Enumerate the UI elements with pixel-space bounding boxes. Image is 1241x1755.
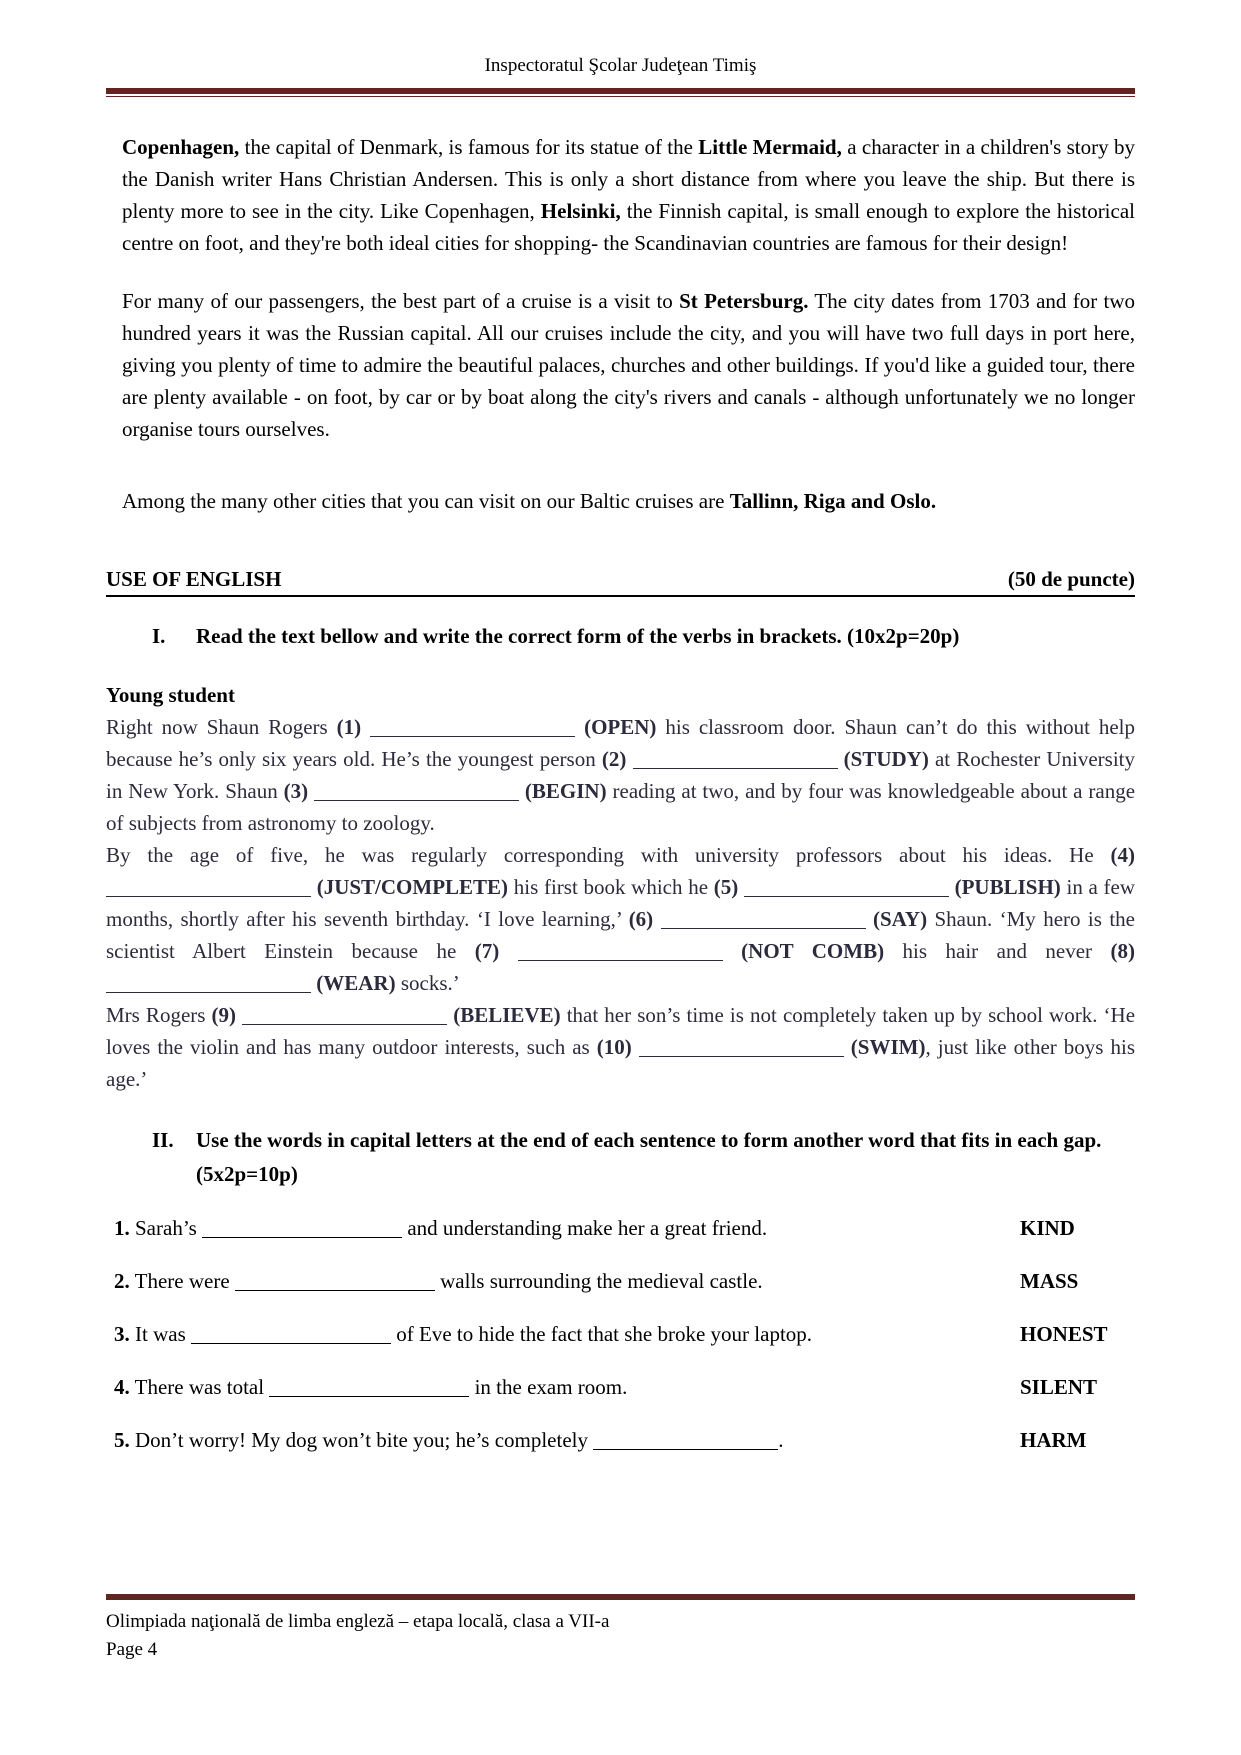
bold-text-run: (STUDY): [843, 747, 929, 771]
task1-heading: [106, 619, 1135, 653]
reading-paragraph-2: [122, 285, 1135, 445]
reading-passage: [106, 131, 1135, 517]
bold-text-run: Tallinn, Riga and Oslo.: [729, 489, 937, 513]
text-run: his classroom door. Shaun can’t do this without help because he’s only six years old. He’s the youngest person: [106, 715, 1136, 771]
answer-blank: [106, 882, 311, 897]
text-run: By the age of five, he was regularly corresponding with university professors about his ideas. He: [106, 843, 1111, 867]
text-run: Among the many other cities that you can visit on our Baltic cruises are: [122, 489, 730, 513]
text-run: at Rochester University in New York. Shaun: [106, 747, 1136, 803]
bold-text-run: Copenhagen,: [122, 135, 240, 159]
bold-text-run: Little Mermaid,: [698, 135, 842, 159]
text-run: and understanding make her a great friend.: [402, 1216, 768, 1240]
bold-text-run: (OPEN): [584, 715, 657, 739]
text-run: [653, 907, 660, 931]
section-heading-row: [106, 567, 1135, 597]
task1-paragraph-3: [106, 999, 1135, 1095]
answer-blank: [744, 882, 949, 897]
task2-item-5-sentence: [114, 1425, 1020, 1456]
text-run: [844, 1035, 851, 1059]
header-rule-thin: [106, 96, 1135, 97]
text-run: socks.’: [395, 971, 460, 995]
section-points: (50 de puncte): [1007, 567, 1135, 591]
text-run: his first book which he: [508, 875, 714, 899]
text-run: walls surrounding the medieval castle.: [434, 1269, 763, 1293]
header-rule-thick: [106, 88, 1135, 94]
bold-text-run: (2): [601, 747, 627, 771]
task2-items: [106, 1213, 1135, 1456]
bold-text-run: (9): [211, 1003, 237, 1027]
task1-paragraph-2: [106, 839, 1135, 999]
task1-passage: [106, 711, 1135, 1095]
text-run: [499, 939, 517, 963]
answer-blank: [242, 1010, 447, 1025]
task2-item-2-sentence: [114, 1266, 1020, 1297]
footer-document-title: Olimpiada naţională de limba engleză – etapa locală, clasa a VII-a: [106, 1611, 610, 1632]
answer-blank: [633, 754, 838, 769]
text-run: in a few months, shortly after his seventh birthday. ‘I love learning,’: [106, 875, 1136, 931]
bold-text-run: St Petersburg.: [679, 289, 809, 313]
task1-instruction: Read the text bellow and write the correct form of the verbs in brackets. (10x2p=20p): [196, 624, 960, 648]
text-run: that her son’s time is not completely taken up by school work. ‘He loves the violin and has many outdoor interests, such as: [106, 1003, 1136, 1059]
task2-item-2: [114, 1266, 1135, 1297]
bold-text-run: 3.: [114, 1322, 130, 1346]
bold-text-run: (8): [1110, 939, 1135, 963]
text-run: the Finnish capital, is small enough to explore the historical centre on foot, and they're both ideal cities for shopping- the Scandinavian countries are famous for their design!: [122, 199, 1135, 255]
text-run: .: [778, 1428, 784, 1452]
bold-text-run: Helsinki,: [540, 199, 621, 223]
bold-text-run: (BEGIN): [524, 779, 607, 803]
page-content: [0, 131, 1241, 1456]
header-rule: [106, 88, 1135, 97]
answer-blank: [593, 1435, 778, 1450]
task2-item-5: [114, 1425, 1135, 1456]
bold-text-run: (BELIEVE): [453, 1003, 561, 1027]
task2-item-4-sentence: [114, 1372, 1020, 1403]
bold-text-run: (7): [474, 939, 500, 963]
bold-text-run: (JUST/COMPLETE): [316, 875, 509, 899]
header-title: Inspectoratul Şcolar Judeţean Timiş: [484, 55, 757, 76]
answer-blank: [661, 914, 866, 929]
bold-text-run: (5): [713, 875, 739, 899]
section-title: USE OF ENGLISH: [106, 567, 282, 591]
reading-paragraph-1: [122, 131, 1135, 259]
text-run: There was total: [129, 1375, 270, 1399]
answer-blank: [191, 1329, 391, 1344]
answer-blank: [314, 786, 519, 801]
answer-blank: [639, 1042, 844, 1057]
text-run: [723, 939, 741, 963]
text-run: For many of our passengers, the best part of a cruise is a visit to: [122, 289, 680, 313]
text-run: [866, 907, 873, 931]
text-run: [361, 715, 370, 739]
bold-text-run: (WEAR): [316, 971, 396, 995]
bold-text-run: 2.: [114, 1269, 130, 1293]
text-run: of Eve to hide the fact that she broke your laptop.: [391, 1322, 813, 1346]
answer-blank: [370, 722, 575, 737]
answer-blank: [235, 1276, 435, 1291]
bold-text-run: 1.: [114, 1216, 130, 1240]
text-run: [575, 715, 584, 739]
text-run: a character in a children's story by the Danish writer Hans Christian Andersen. This is only a short distance from where you leave the ship. But there is plenty more to see in the city. Like Copenhagen,: [122, 135, 1135, 223]
answer-blank: [106, 978, 311, 993]
answer-blank: [269, 1382, 469, 1397]
task2-item-3-sentence: [114, 1319, 1020, 1350]
task1-passage-title: Young student: [106, 683, 235, 707]
page-header: [0, 0, 1241, 97]
bold-text-run: 4.: [114, 1375, 130, 1399]
bold-text-run: (PUBLISH): [954, 875, 1061, 899]
text-run: in the exam room.: [469, 1375, 628, 1399]
text-run: , just like other boys his age.’: [106, 1035, 1135, 1091]
task2-item-4: [114, 1372, 1135, 1403]
bold-text-run: 5.: [114, 1428, 130, 1452]
bold-text-run: (10): [596, 1035, 632, 1059]
task1-number: I.: [152, 624, 166, 648]
task2-number: II.: [152, 1128, 174, 1152]
bold-text-run: (NOT COMB): [741, 939, 885, 963]
task2-item-3: [114, 1319, 1135, 1350]
task2-instruction: Use the words in capital letters at the end of each sentence to form another word that fits in each gap. (5x2p=10p): [196, 1128, 1102, 1186]
text-run: [632, 1035, 639, 1059]
bold-text-run: (SWIM): [850, 1035, 926, 1059]
text-run: his hair and never: [884, 939, 1111, 963]
answer-blank: [202, 1223, 402, 1238]
task2-item-4-word: SILENT: [1020, 1375, 1098, 1399]
text-run: reading at two, and by four was knowledgeable about a range of subjects from astronomy to zoology.: [106, 779, 1136, 835]
task2-item-2-word: MASS: [1020, 1269, 1079, 1293]
bold-text-run: (3): [283, 779, 309, 803]
text-run: Mrs Rogers: [106, 1003, 212, 1027]
text-run: It was: [129, 1322, 191, 1346]
text-run: Shaun. ‘My hero is the scientist Albert Einstein because he: [106, 907, 1135, 963]
task2-heading: [106, 1123, 1135, 1191]
task2-item-5-word: HARM: [1020, 1428, 1087, 1452]
footer-page-number: Page 4: [106, 1639, 158, 1660]
footer-rule: [106, 1594, 1135, 1600]
task2-item-3-word: HONEST: [1020, 1322, 1108, 1346]
text-run: The city dates from 1703 and for two hundred years it was the Russian capital. All our cruises include the city, and you will have two full days in port here, giving you plenty of time to admire the beautiful palaces, churches and other buildings. If you'd like a guided tour, there are plenty available - on foot, by car or by boat along the city's rivers and canals - although unfortunately we no longer organise tours ourselves.: [122, 289, 1135, 441]
text-run: the capital of Denmark, is famous for its statue of the: [239, 135, 699, 159]
task1-paragraph-1: [106, 711, 1135, 839]
text-run: Sarah’s: [129, 1216, 203, 1240]
bold-text-run: (1): [336, 715, 362, 739]
page-footer: [106, 1594, 1135, 1664]
bold-text-run: (6): [628, 907, 654, 931]
text-run: Don’t worry! My dog won’t bite you; he’s completely: [129, 1428, 594, 1452]
reading-paragraph-3: [122, 485, 1135, 517]
bold-text-run: (4): [1110, 843, 1135, 867]
bold-text-run: (SAY): [873, 907, 928, 931]
task2-item-1-word: KIND: [1020, 1216, 1075, 1240]
text-run: Right now Shaun Rogers: [106, 715, 337, 739]
task2-item-1-sentence: [114, 1213, 1020, 1244]
task2-item-1: [114, 1213, 1135, 1244]
answer-blank: [518, 946, 723, 961]
text-run: There were: [129, 1269, 235, 1293]
